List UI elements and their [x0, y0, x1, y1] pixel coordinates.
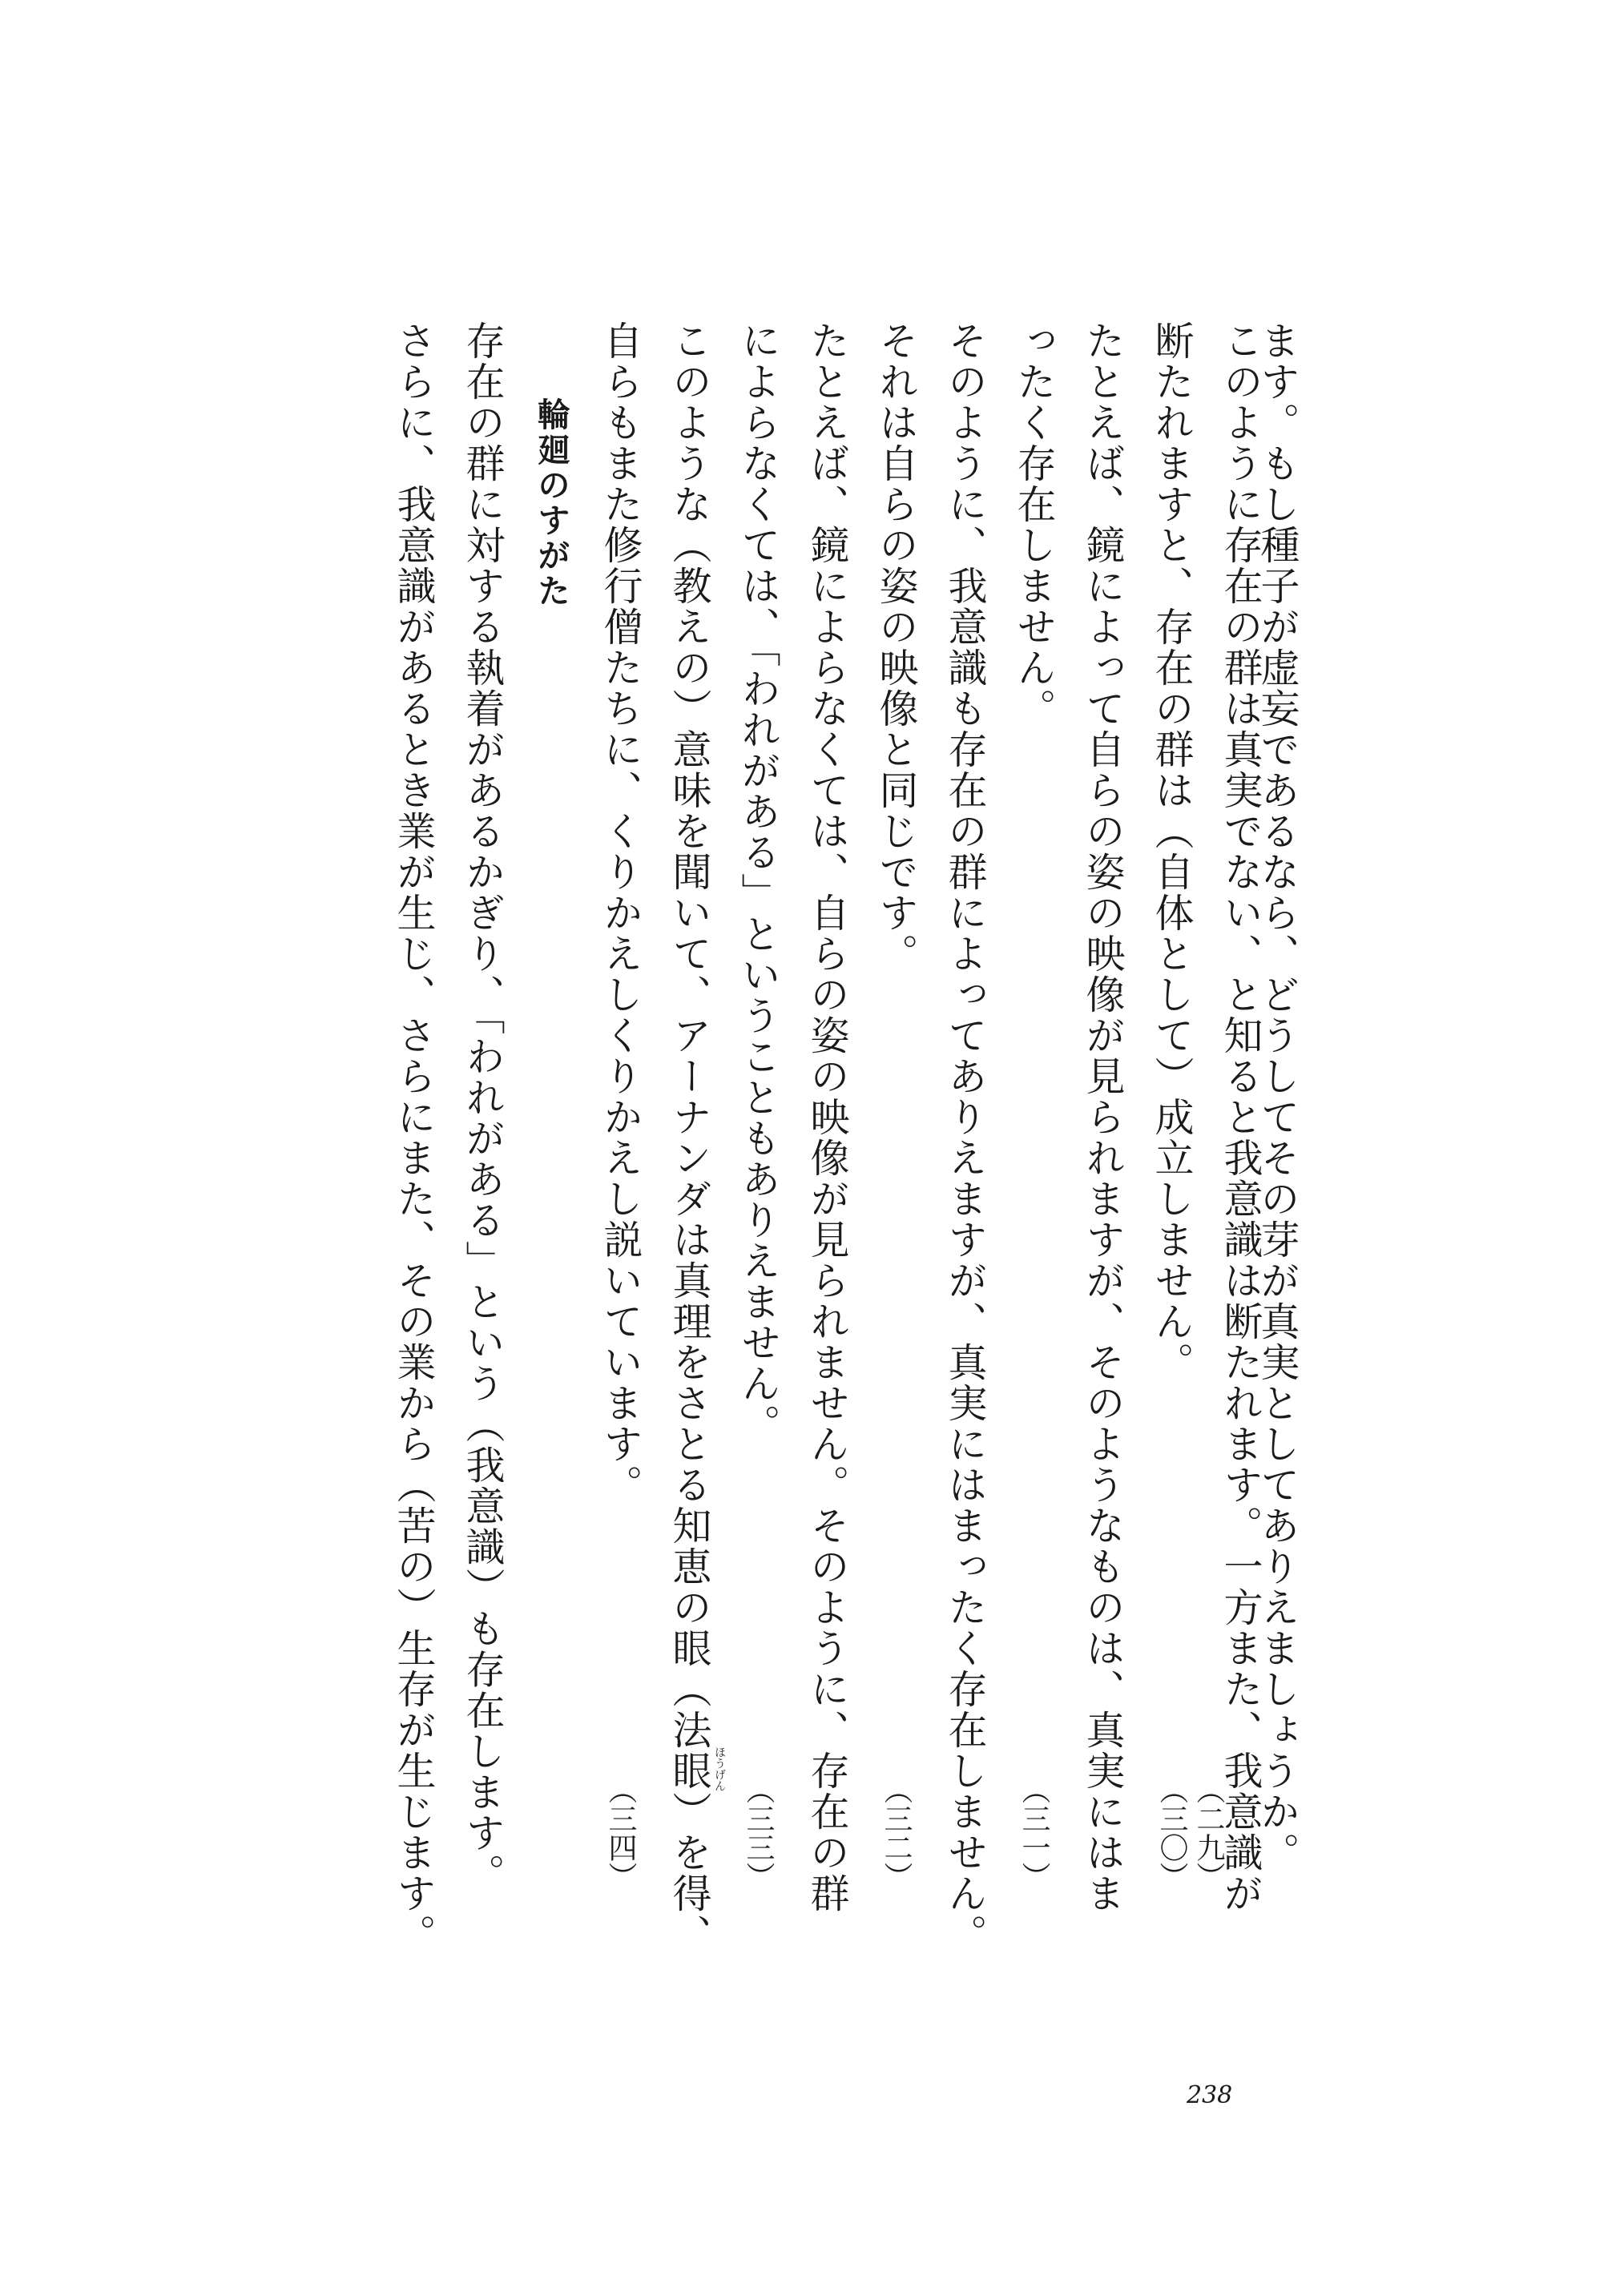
text-line: たとえば、鏡によらなくては、自らの姿の映像が見られません。そのように、存在の群	[804, 320, 850, 1914]
ruby-annotation: ほうげん	[713, 1746, 726, 1791]
verse-number: （三四）	[604, 1775, 637, 1891]
text-line	[655, 320, 726, 1955]
text-line	[999, 320, 1068, 1891]
verse-number: （三一）	[1018, 1775, 1050, 1891]
line-text: 自らもまた修行僧たちに、くりかえしくりかえし説いています。	[598, 320, 643, 1505]
line-text: このような（教えの）意味を聞いて、アーナンダは真理をさとる知恵の眼（法眼）を得、	[667, 320, 712, 1955]
section-heading: 輪廻のすがた	[532, 397, 570, 609]
text-line: そのように、我意識も存在の群によってありえますが、真実にはまったく存在しません。	[942, 320, 988, 1955]
text-line	[723, 320, 792, 1891]
verse-number: （三三）	[742, 1775, 775, 1891]
line-text: によらなくては、「われがある」ということもありえません。	[735, 320, 781, 1445]
verse-number: （三〇）	[1155, 1775, 1188, 1891]
text-line: たとえば、鏡によって自らの姿の映像が見られますが、そのようなものは、真実にはま	[1080, 320, 1126, 1914]
line-text: それは自らの姿の映像と同じです。	[873, 320, 919, 974]
page-number: 238	[1187, 2081, 1233, 2109]
text-line	[586, 320, 655, 1891]
text-line	[1137, 320, 1206, 1891]
text-line: ます。もし種子が虚妄であるなら、どうしてその芽が真実としてありえましょうか。	[1255, 320, 1300, 1873]
vertical-text-body: ます。もし種子が虚妄であるなら、どうしてその芽が真実としてありえましょうか。 （二九） このように存在の群は真実でない、と知ると我意識は断たれます。一方また、我意識が 断たれますと、存在の群は（自体として）成立しません。 （三〇） たとえば、鏡によって自らの姿の映像が見られますが、そのようなものは、真実にはま ったく存在しません。 （三一） そのように、我意識も存在の群によってありえますが、真実にはまったく存在しません。 それは自らの姿の映像と同じです。 （三二） たとえば、鏡によらなくては、自らの姿の映像が見られません。そのように、存在の群 によらなくては、「われがある」ということもありえません。 （三三） このような（教えの）意味を聞いて、アーナンダは真理をさとる知恵の眼（法眼）を得、 ほうげん 自らもまた修行僧たちに、くりかえしくりかえし説いています。 （三四） 輪廻のすがた 存在の群に対する執着があるかぎり、「われがある」という（我意識）も存在します。 さらに、我意識があるとき業が生じ、さらにまた、その業から（苦の）生存が生じます。	[379, 320, 1312, 1891]
line-text: ったく存在しません。	[1011, 320, 1057, 729]
line-text: 断たれますと、存在の群は（自体として）成立しません。	[1149, 320, 1195, 1383]
verse-number: （三二）	[880, 1775, 913, 1891]
text-line: 存在の群に対する執着があるかぎり、「われがある」という（我意識）も存在します。	[460, 320, 506, 1895]
text-line	[861, 320, 930, 1891]
text-line: このように存在の群は真実でない、と知ると我意識は断たれます。一方また、我意識が	[1218, 320, 1263, 1914]
text-line: さらに、我意識があるとき業が生じ、さらにまた、その業から（苦の）生存が生じます。	[391, 320, 437, 1955]
